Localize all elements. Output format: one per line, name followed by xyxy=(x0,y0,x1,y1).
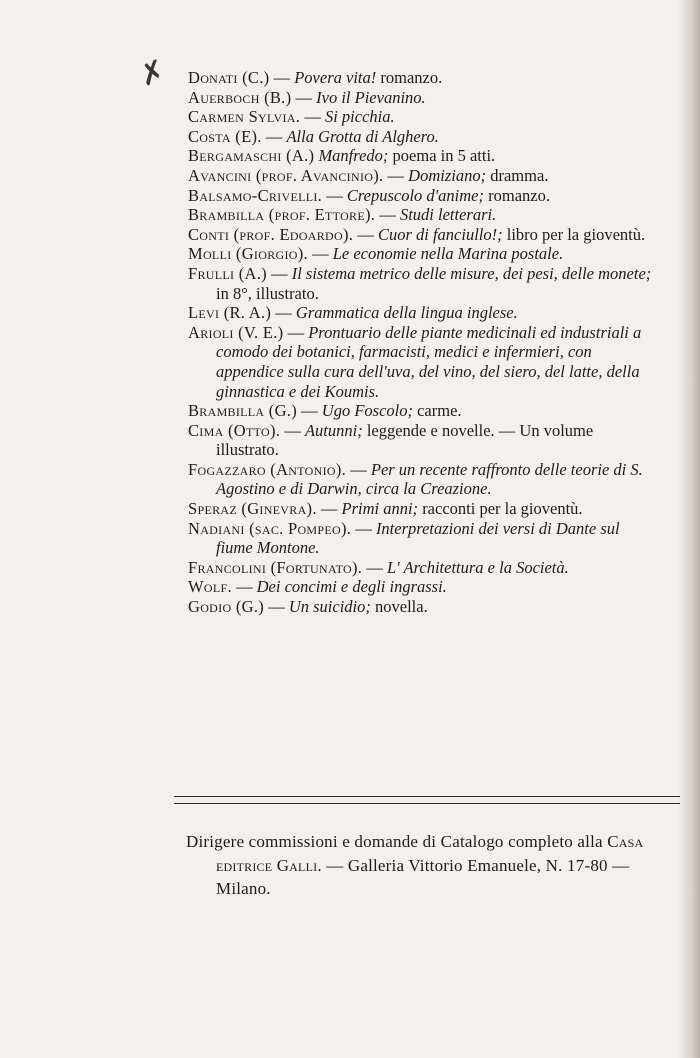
entry-author: Frulli (A.) xyxy=(188,263,267,283)
entry-note: romanzo. xyxy=(376,68,443,87)
entry-separator: — xyxy=(297,401,322,421)
entry-separator: — xyxy=(300,107,325,127)
entry-author: Godio (G.) xyxy=(188,597,265,617)
publisher-name: Casa editrice Galli xyxy=(216,832,644,875)
entry-title: Manfredo; xyxy=(318,146,389,166)
catalog-entry xyxy=(188,107,658,127)
entry-note: romanzo. xyxy=(484,185,550,205)
entry-separator: — xyxy=(316,499,342,519)
entry-title: Grammatica della lingua inglese. xyxy=(295,303,518,323)
entry-note: novella. xyxy=(370,597,428,617)
entry-author: Balsamo-Crivelli. xyxy=(188,185,323,205)
entry-author: Brambilla (prof. Ettore). xyxy=(188,205,376,225)
entry-note: dramma. xyxy=(486,165,549,185)
entry-author: Auerboch (B.) xyxy=(188,87,292,107)
entry-separator: — xyxy=(375,205,400,225)
entry-author: Nadiani (sac. Pompeo). xyxy=(188,518,352,538)
ordering-note-lead: Dirigere commissioni e domande di Catalogo completo alla xyxy=(186,832,608,851)
rule-line xyxy=(174,796,680,797)
entry-author: Costa (E). xyxy=(188,126,262,146)
entry-note: racconti per la gioventù. xyxy=(418,499,583,519)
catalog-entry xyxy=(188,146,658,166)
rule-line xyxy=(174,803,680,804)
ordering-note xyxy=(186,830,686,901)
entry-separator: — xyxy=(266,263,292,283)
entry-title: Alla Grotta di Alghero. xyxy=(286,126,439,146)
entry-note: leggende e novelle. — Un volume illustrato. xyxy=(216,420,594,460)
entry-separator: — xyxy=(261,126,287,146)
entry-note: carme. xyxy=(412,401,462,421)
catalog-entry xyxy=(188,186,658,206)
entry-separator: — xyxy=(322,185,347,205)
entry-title: Per un recente raffronto delle teorie di S. Agostino e di Darwin, circa la Creazione. xyxy=(216,459,643,499)
entry-author: Wolf. xyxy=(188,577,232,597)
catalog-entry xyxy=(188,421,658,460)
entry-separator: — xyxy=(280,420,305,440)
entry-separator: — xyxy=(231,577,257,597)
entry-separator: — xyxy=(271,303,296,323)
catalog-entry xyxy=(188,460,658,499)
ordering-note-address: . — Galleria Vittorio Emanuele, N. 17-80 — Milano. xyxy=(216,855,630,898)
entry-title: Interpretazioni dei versi di Dante sul fiume Montone. xyxy=(216,518,620,558)
catalog-entry xyxy=(188,303,658,323)
catalog-entry xyxy=(188,401,658,421)
catalog-entry xyxy=(188,205,658,225)
entry-separator: — xyxy=(264,597,289,617)
double-rule-divider xyxy=(174,796,680,804)
entry-separator: — xyxy=(351,518,376,538)
entry-author: Arioli (V. E.) xyxy=(188,322,284,342)
entry-author: Francolini (Fortunato). xyxy=(188,557,363,577)
catalog-entry xyxy=(188,558,658,578)
entry-author: Molli (Giorgio). xyxy=(188,244,308,264)
entry-title: L' Architettura e la Società. xyxy=(386,557,569,577)
entry-separator: — xyxy=(353,224,378,244)
catalog-entry xyxy=(188,244,658,264)
entry-author: Brambilla (G.) xyxy=(188,401,298,421)
catalog-entry xyxy=(188,499,658,519)
entry-author: Donati (C.) xyxy=(188,68,270,87)
entry-title: Un suicidio; xyxy=(288,597,371,617)
catalog-entry xyxy=(188,88,658,108)
catalog-entry xyxy=(188,577,658,597)
entry-title: Il sistema metrico delle misure, dei pesi, delle monete; xyxy=(291,263,652,283)
entry-separator: — xyxy=(283,322,309,342)
catalog-entry xyxy=(188,519,658,558)
catalog-entry xyxy=(188,225,658,245)
entry-title: Crepuscolo d'anime; xyxy=(346,185,485,205)
entry-title: Prontuario delle piante medicinali ed industriali a comodo dei botanici, farmacisti, medici e infermieri, con appendice sulla cura dell'uva, del vino, del siero, del latte, della ginnastica e dei Koumis. xyxy=(216,322,642,401)
entry-title: Le economie nella Marina postale. xyxy=(332,244,564,264)
entry-title: Primi anni; xyxy=(341,499,419,519)
entry-title: Povera vita! xyxy=(294,68,377,87)
entry-author: Avancini (prof. Avancinio). xyxy=(188,165,384,185)
catalog-entry xyxy=(188,323,658,401)
pencil-checkmark-icon: ✗ xyxy=(134,52,171,95)
entry-title: Ugo Foscolo; xyxy=(321,401,413,421)
entry-title: Autunni; xyxy=(304,420,363,440)
entry-title: Domiziano; xyxy=(408,165,487,185)
entry-separator: — xyxy=(362,557,387,577)
entry-title: Cuor di fanciullo!; xyxy=(377,224,503,244)
entry-separator: — xyxy=(291,87,317,107)
entry-separator: — xyxy=(346,459,371,479)
catalog-list xyxy=(188,68,658,617)
entry-author: Bergamaschi (A.) xyxy=(188,146,315,166)
catalog-entry xyxy=(188,597,658,617)
catalog-entry xyxy=(188,166,658,186)
entry-author: Carmen Sylvia. xyxy=(188,107,301,127)
entry-title: Studi letterari. xyxy=(399,205,497,225)
entry-separator: — xyxy=(383,165,409,185)
entry-author: Cima (Otto). xyxy=(188,420,281,440)
catalog-entry xyxy=(188,264,658,303)
entry-note: in 8°, illustrato. xyxy=(216,283,319,303)
entry-separator: — xyxy=(307,244,333,264)
entry-author: Speraz (Ginevra). xyxy=(188,499,317,519)
entry-author: Levi (R. A.) xyxy=(188,303,272,323)
entry-title: Dei concimi e degli ingrassi. xyxy=(256,577,447,597)
entry-note: libro per la gioventù. xyxy=(502,224,646,244)
entry-author: Conti (prof. Edoardo). xyxy=(188,224,354,244)
catalog-entry xyxy=(188,68,658,88)
entry-author: Fogazzaro (Antonio). xyxy=(188,459,347,479)
entry-title: Ivo il Pievanino. xyxy=(316,87,426,107)
catalog-entry xyxy=(188,127,658,147)
entry-note: poema in 5 atti. xyxy=(388,146,496,166)
entry-separator: — xyxy=(269,68,295,87)
entry-title: Si picchia. xyxy=(324,107,395,127)
